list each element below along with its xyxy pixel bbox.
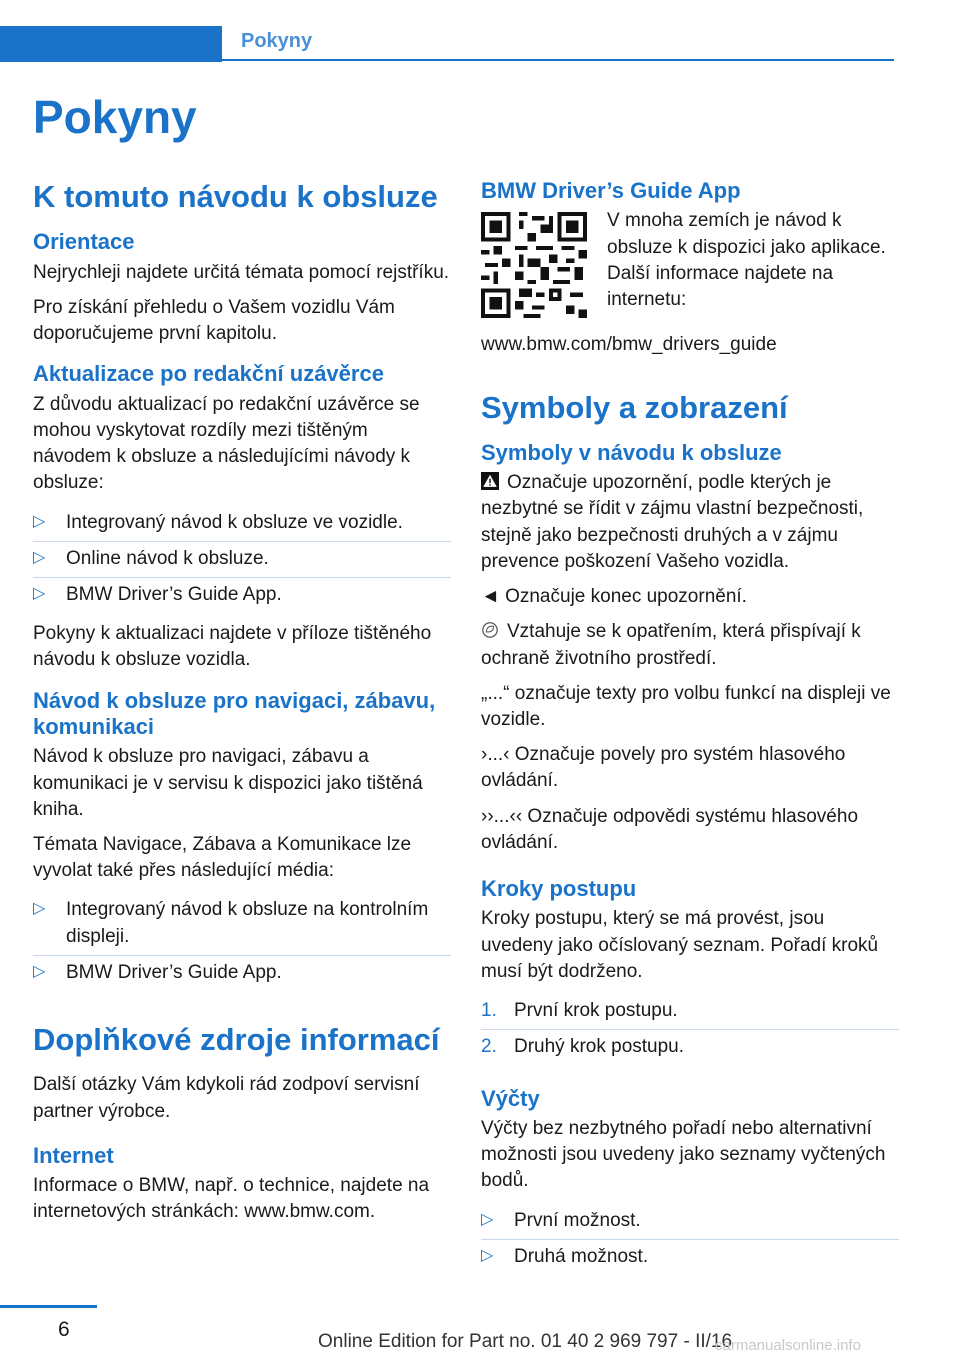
header-color-bar	[0, 26, 222, 62]
paragraph: Nejrychleji najdete určitá témata pomocí rejstříku.	[33, 261, 450, 283]
triangle-bullet-icon: ▷	[33, 512, 46, 530]
subheading-lists: Výčty	[481, 1085, 540, 1111]
page-number: 6	[58, 1318, 70, 1341]
paragraph: Další otázky Vám kdykoli rád zodpoví servisní partner výrobce.	[33, 1074, 420, 1122]
triangle-bullet-icon: ▷	[33, 962, 46, 980]
header-rule	[222, 59, 894, 61]
list-item: ▷ Integrovaný návod k obsluze na kontrolním displeji.	[33, 893, 451, 955]
paragraph: Z důvodu aktualizací po redakční uzávěrce se mohou vyskytovat rozdíly mezi tištěným návodem k obsluze a následujícími návody k obsluze:	[33, 393, 420, 494]
qr-block	[481, 208, 899, 318]
list-item: ▷ Integrovaný návod k obsluze ve vozidle.	[33, 506, 451, 542]
paragraph-end-mark: ◄ Označuje konec upozornění.	[481, 586, 747, 608]
list-item: ▷ První možnost.	[481, 1204, 899, 1240]
triangle-bullet-icon: ▷	[481, 1210, 494, 1228]
section-aktualizace	[33, 361, 451, 673]
section-heading-sources: Doplňkové zdroje informací	[33, 1022, 440, 1058]
list-item: ▷ Online návod k obsluze.	[33, 542, 451, 578]
paragraph: Kroky postupu, který se má provést, jsou uvedeny jako očíslovaný seznam. Pořadí kroků musí být dodrženo.	[481, 908, 879, 982]
subheading-steps: Kroky postupu	[481, 876, 637, 902]
watermark: carmanualsonline.info	[715, 1337, 861, 1354]
subheading-navigace: Návod k obsluze pro navigaci, zábavu, komunikaci	[33, 687, 436, 739]
paragraph: Výčty bez nezbytného pořadí nebo alternativní možnosti jsou uvedeny jako seznamy vyčtených bodů.	[481, 1117, 886, 1192]
paragraph-voice-commands: ›...‹ Označuje povely pro systém hlasového ovládání.	[481, 744, 846, 792]
paragraph-quotes: „...“ označuje texty pro volbu funkcí na displeji ve vozidle.	[481, 682, 891, 730]
running-head: Pokyny	[241, 30, 313, 52]
triangle-bullet-icon: ▷	[481, 1246, 494, 1264]
subheading-internet: Internet	[33, 1142, 114, 1168]
page-title: Pokyny	[33, 91, 197, 143]
paragraph-voice-answers: ››...‹‹ Označuje odpovědi systému hlasového ovládání.	[481, 805, 859, 853]
list-item: ▷ BMW Driver’s Guide App.	[33, 961, 282, 983]
bullet-list	[33, 506, 451, 614]
paragraph-environment: Vztahuje se k opatřením, která přispívají k ochraně životního prostředí.	[481, 621, 861, 669]
section-steps	[481, 876, 899, 1065]
list-item: ▷ Druhá možnost.	[481, 1245, 649, 1267]
paragraph: Témata Navigace, Zábava a Komunikace lze vyvolat také přes následující média:	[33, 834, 412, 882]
warning-icon	[481, 472, 499, 490]
section-heading-about: K tomuto návodu k obsluze	[33, 179, 438, 214]
section-internet	[33, 1143, 451, 1226]
numbered-list	[481, 994, 899, 1065]
bullet-list	[33, 893, 451, 991]
section-navigace	[33, 688, 451, 992]
paragraph: Informace o BMW, např. o technice, najdete na internetových stránkách: www.bmw.com.	[33, 1175, 430, 1223]
left-column	[33, 178, 451, 1240]
bullet-list	[481, 1204, 899, 1275]
section-lists	[481, 1086, 899, 1275]
paragraph-warning: Označuje upozornění, podle kterých je nezbytné se řídit v zájmu vlastní bezpečnosti, stejně jako bezpečnosti druhých a v zájmu prevence poškození Vašeho vozidla.	[481, 472, 864, 572]
paragraph: Pro získání přehledu o Vašem vozidlu Vám doporučujeme první kapitolu.	[33, 296, 395, 345]
environment-icon	[481, 621, 499, 639]
triangle-bullet-icon: ▷	[33, 584, 46, 602]
triangle-bullet-icon: ▷	[33, 900, 46, 918]
right-column	[481, 178, 899, 1289]
paragraph: Pokyny k aktualizaci najdete v příloze tištěného návodu k obsluze vozidla.	[33, 623, 432, 671]
footer-edition: Online Edition for Part no. 01 40 2 969 797 - II/16	[318, 1331, 733, 1352]
list-item: ▷ BMW Driver’s Guide App.	[33, 583, 282, 605]
qr-code-icon	[481, 212, 587, 318]
list-item: 2. Druhý krok postupu.	[481, 1036, 685, 1058]
subheading-orientace: Orientace	[33, 229, 135, 255]
subheading-symbols: Symboly v návodu k obsluze	[481, 439, 782, 465]
app-description: V mnoha zemích je návod k obsluze k dispozici jako aplikace. Další informace najdete na internetu:	[607, 210, 886, 311]
footer-rule	[0, 1305, 97, 1308]
section-symbols	[481, 440, 899, 856]
section-orientace	[33, 229, 451, 347]
section-heading-symbols: Symboly a zobrazení	[481, 389, 788, 425]
triangle-bullet-icon: ▷	[33, 548, 46, 566]
app-url: www.bmw.com/bmw_drivers_guide	[481, 334, 777, 356]
section-app	[481, 178, 899, 359]
list-item: 1. První krok postupu.	[481, 994, 899, 1030]
subheading-app: BMW Driver’s Guide App	[481, 178, 741, 203]
subheading-aktualizace: Aktualizace po redakční uzávěrce	[33, 361, 384, 387]
paragraph: Návod k obsluze pro navigaci, zábavu a komunikaci je v servisu k dispozici jako tištěná kniha.	[33, 746, 423, 820]
